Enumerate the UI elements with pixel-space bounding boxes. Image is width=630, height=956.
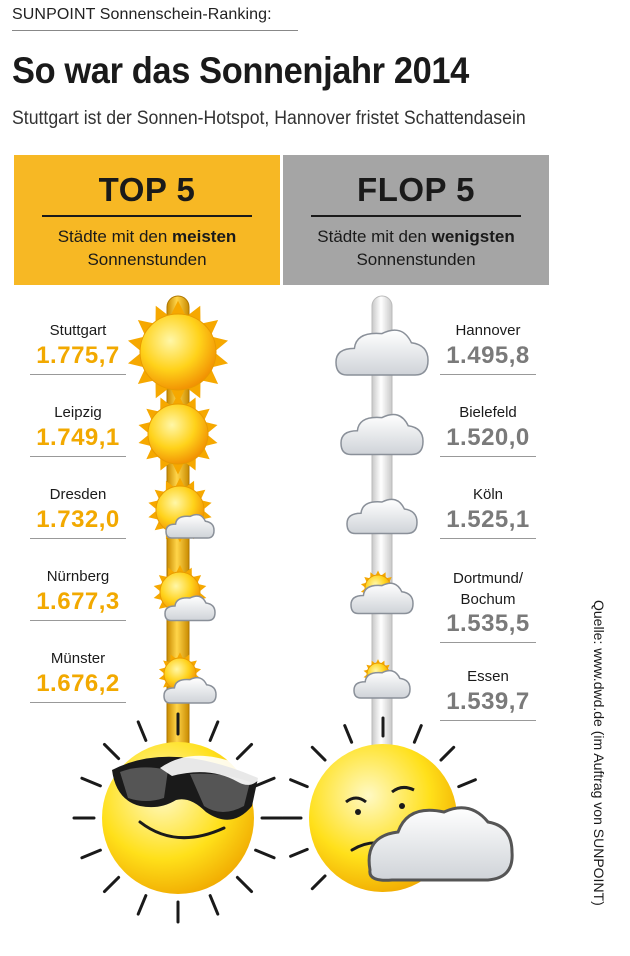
city-label: Dortmund/ Bochum <box>452 570 524 608</box>
flop5-desc-bold: wenigsten <box>431 227 515 246</box>
sunshine-hours-value: 1.525,1 <box>446 506 530 533</box>
top5-entry <box>30 486 126 539</box>
sad-sun-cloud-icon <box>283 718 512 892</box>
flop5-entry <box>440 322 536 375</box>
value-underline <box>30 456 126 457</box>
city-label: Köln <box>472 486 504 503</box>
cloud-icon <box>354 671 410 698</box>
value-underline <box>440 374 536 375</box>
city-label: Hannover <box>455 322 521 339</box>
value-underline <box>30 620 126 621</box>
top5-desc-bold: meisten <box>172 227 237 246</box>
flop5-entry <box>440 404 536 457</box>
sunshine-hours-value: 1.749,1 <box>36 424 120 451</box>
kicker: SUNPOINT Sonnenschein-Ranking: <box>12 6 272 23</box>
city-label: Leipzig <box>54 404 102 421</box>
value-underline <box>440 642 536 643</box>
flop5-entry <box>440 486 536 539</box>
cloud-icon <box>351 583 413 613</box>
source-note: Quelle: www.dwd.de (im Auftrag von SUNPOINT) <box>591 600 607 906</box>
value-underline <box>440 538 536 539</box>
top5-entry <box>30 322 126 375</box>
sunshine-hours-value: 1.520,0 <box>446 424 530 451</box>
city-label: Münster <box>50 650 106 667</box>
top5-desc-prefix: Städte mit den <box>57 227 173 246</box>
sunglasses-sun-icon <box>74 714 282 922</box>
value-underline <box>440 720 536 721</box>
value-underline <box>30 538 126 539</box>
top5-entry <box>30 404 126 457</box>
sunshine-hours-value: 1.677,3 <box>36 588 120 615</box>
flop5-heading: FLOP 5 <box>357 171 475 208</box>
top5-heading: TOP 5 <box>98 171 196 208</box>
city-label: Essen <box>467 668 509 685</box>
city-label: Dresden <box>49 486 107 503</box>
cloud-icon <box>341 414 423 454</box>
sunshine-hours-value: 1.539,7 <box>446 688 530 715</box>
top5-desc-line2: Sonnenstunden <box>87 250 207 269</box>
page-title: So war das Sonnenjahr 2014 <box>12 50 469 91</box>
cloud-icon <box>347 499 417 533</box>
city-label: Stuttgart <box>49 322 107 339</box>
value-underline <box>30 374 126 375</box>
sunshine-hours-value: 1.495,8 <box>446 342 530 369</box>
top5-entry <box>30 568 126 621</box>
cloud-icon <box>336 330 428 375</box>
flop5-entry <box>440 668 536 721</box>
flop5-entry <box>440 568 536 643</box>
sun-icon <box>139 394 218 475</box>
sunshine-hours-value: 1.732,0 <box>36 506 120 533</box>
sunshine-hours-value: 1.775,7 <box>36 342 120 369</box>
page-subtitle: Stuttgart ist der Sonnen-Hotspot, Hannover fristet Schattendasein <box>12 108 526 129</box>
city-label: Nürnberg <box>46 568 110 585</box>
sunshine-hours-value: 1.676,2 <box>36 670 120 697</box>
top5-entry <box>30 650 126 703</box>
sun-icon <box>128 301 228 404</box>
flop5-desc-prefix: Städte mit den <box>317 227 432 246</box>
flop5-desc-line2: Sonnenstunden <box>356 250 476 269</box>
value-underline <box>30 702 126 703</box>
city-label: Bielefeld <box>459 404 517 421</box>
sunshine-hours-value: 1.535,5 <box>446 610 530 637</box>
value-underline <box>440 456 536 457</box>
